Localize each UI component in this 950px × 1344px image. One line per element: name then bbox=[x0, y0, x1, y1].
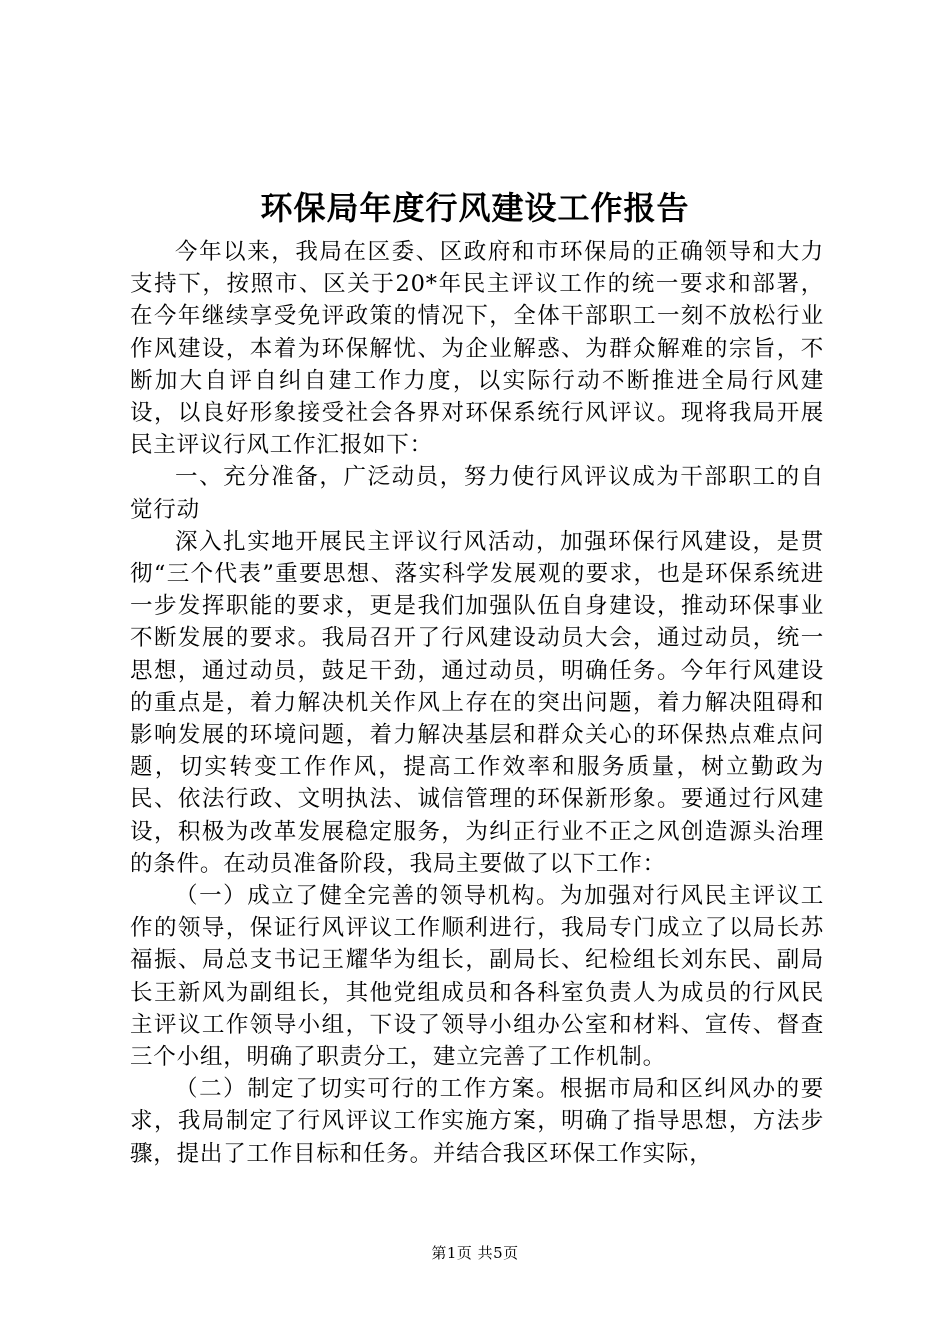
paragraph-heading-1: 一、充分准备，广泛动员，努力使行风评议成为干部职工的自觉行动 bbox=[130, 464, 824, 523]
document-body bbox=[130, 236, 824, 1170]
paragraph-intro: 今年以来，我局在区委、区政府和市环保局的正确领导和大力支持下，按照市、区关于20*年民主评议工作的统一要求和部署，在今年继续享受免评政策的情况下，全体干部职工一刻不放松行业作风建设，本着为环保解忧、为企业解惑、为群众解难的宗旨，不断加大自评自纠自建工作力度，以实际行动不断推进全局行风建设，以良好形象接受社会各界对环保系统行风评议。现将我局开展民主评议行风工作汇报如下： bbox=[130, 239, 824, 459]
document-title: 环保局年度行风建设工作报告 bbox=[260, 189, 690, 227]
paragraph-plan: （二）制定了切实可行的工作方案。根据市局和区纠风办的要求，我局制定了行风评议工作实施方案，明确了指导思想，方法步骤，提出了工作目标和任务。并结合我区环保工作实际， bbox=[130, 1076, 824, 1167]
paragraph-mobilization: 深入扎实地开展民主评议行风活动，加强环保行风建设，是贯彻“三个代表”重要思想、落实科学发展观的要求，也是环保系统进一步发挥职能的要求，更是我们加强队伍自身建设，推动环保事业不断发展的要求。我局召开了行风建设动员大会，通过动员，统一思想，通过动员，鼓足干劲，通过动员，明确任务。今年行风建设的重点是，着力解决机关作风上存在的突出问题，着力解决阻碍和影响发展的环境问题，着力解决基层和群众关心的环保热点难点问题，切实转变工作作风，提高工作效率和服务质量，树立勤政为民、依法行政、文明执法、诚信管理的环保新形象。要通过行风建设，积极为改革发展稳定服务，为纠正行业不正之风创造源头治理的条件。在动员准备阶段，我局主要做了以下工作： bbox=[130, 528, 824, 877]
page-footer: 第1页 共5页 bbox=[431, 1244, 519, 1262]
paragraph-leadership: （一）成立了健全完善的领导机构。为加强对行风民主评议工作的领导，保证行风评议工作顺利进行，我局专门成立了以局长苏福振、局总支书记王耀华为组长，副局长、纪检组长刘东民、副局长王新风为副组长，其他党组成员和各科室负责人为成员的行风民主评议工作领导小组，下设了领导小组办公室和材料、宣传、督查三个小组，明确了职责分工，建立完善了工作机制。 bbox=[130, 883, 824, 1071]
